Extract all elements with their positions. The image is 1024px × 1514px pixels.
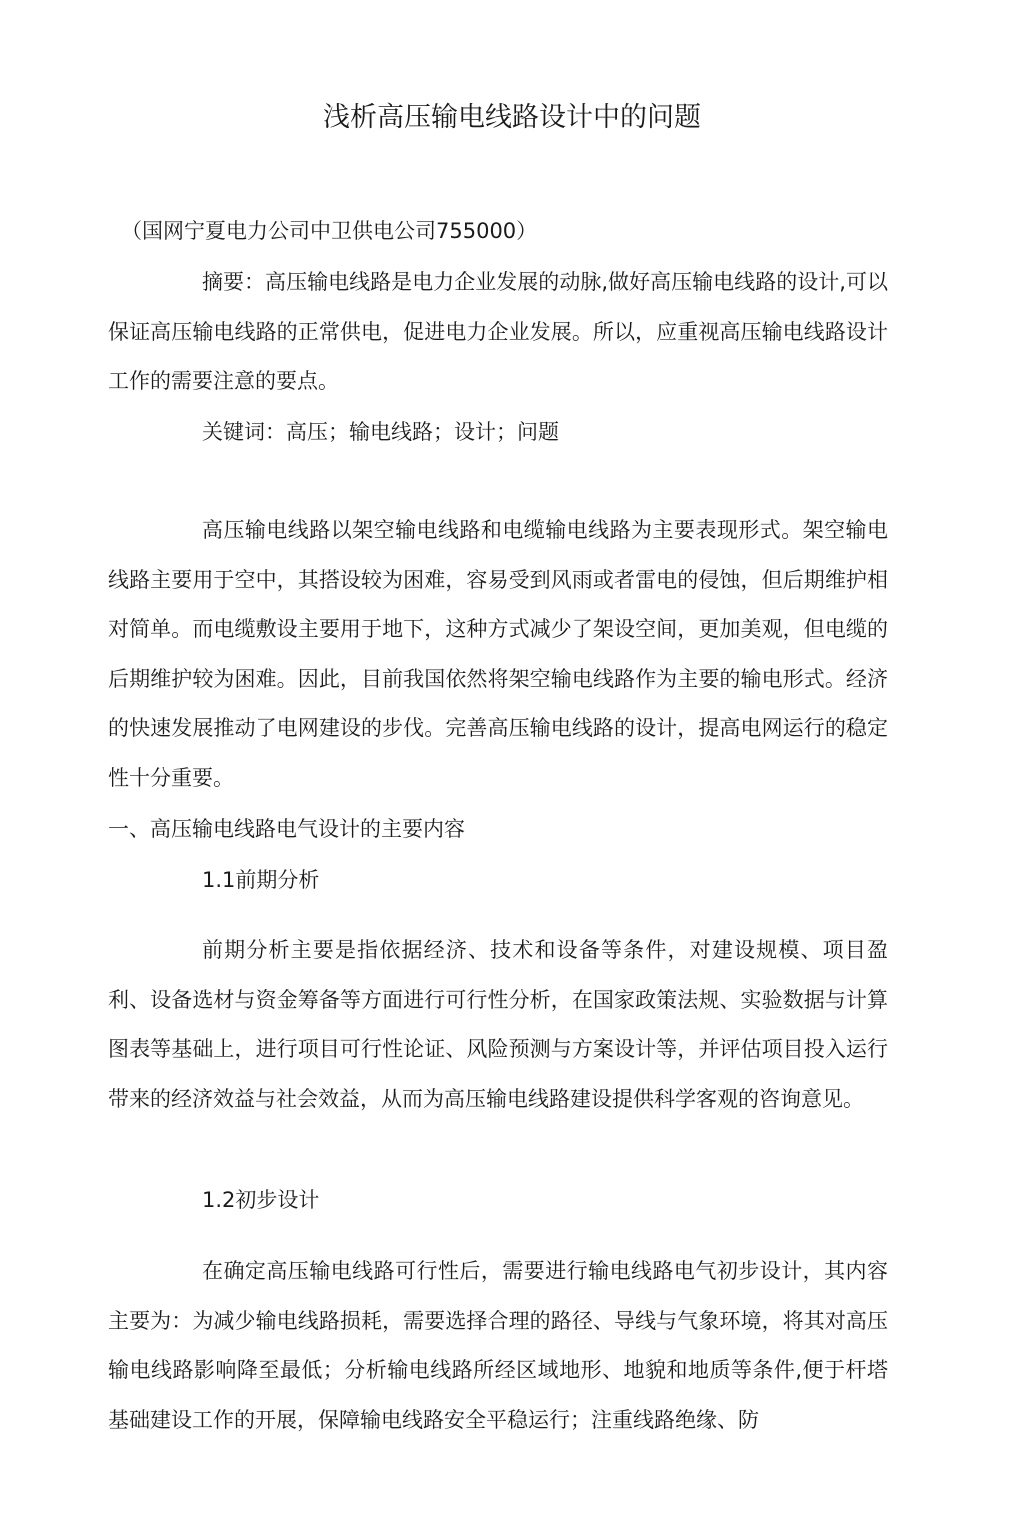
section-heading: 一、高压输电线路电气设计的主要内容 bbox=[108, 817, 465, 841]
abstract-paragraph: 摘要：高压输电线路是电力企业发展的动脉,做好高压输电线路的设计,可以保证高压输电线路的正常供电，促进电力企业发展。所以，应重视高压输电线路设计工作的需要注意的要点。 bbox=[108, 270, 888, 393]
subsection-1-1-paragraph: 前期分析主要是指依据经济、技术和设备等条件，对建设规模、项目盈利、设备选材与资金筹备等方面进行可行性分析，在国家政策法规、实验数据与计算图表等基础上，进行项目可行性论证、风险预测与方案设计等，并评估项目投入运行带来的经济效益与社会效益，从而为高压输电线路建设提供科学客观的咨询意见。 bbox=[108, 938, 888, 1111]
subsection-1-2-paragraph: 在确定高压输电线路可行性后，需要进行输电线路电气初步设计，其内容主要为：为减少输电线路损耗，需要选择合理的路径、导线与气象环境，将其对高压输电线路影响降至最低；分析输电线路所经区域地形、地貌和地质等条件,便于杆塔基础建设工作的开展，保障输电线路安全平稳运行；注重线路绝缘、防 bbox=[108, 1259, 888, 1432]
subsection-heading-1-2: 1.2初步设计 bbox=[202, 1188, 320, 1212]
intro-paragraph: 高压输电线路以架空输电线路和电缆输电线路为主要表现形式。架空输电线路主要用于空中，其搭设较为困难，容易受到风雨或者雷电的侵蚀，但后期维护相对简单。而电缆敷设主要用于地下，这种方式减少了架设空间，更加美观，但电缆的后期维护较为困难。因此，目前我国依然将架空输电线路作为主要的输电形式。经济的快速发展推动了电网建设的步伐。完善高压输电线路的设计，提高电网运行的稳定性十分重要。 bbox=[108, 518, 888, 790]
author-affiliation: （国网宁夏电力公司中卫供电公司755000） bbox=[121, 219, 538, 243]
keywords-line: 关键词：高压；输电线路；设计；问题 bbox=[202, 420, 559, 444]
document-title: 浅析高压输电线路设计中的问题 bbox=[323, 102, 701, 133]
subsection-heading-1-1: 1.1前期分析 bbox=[202, 868, 320, 892]
